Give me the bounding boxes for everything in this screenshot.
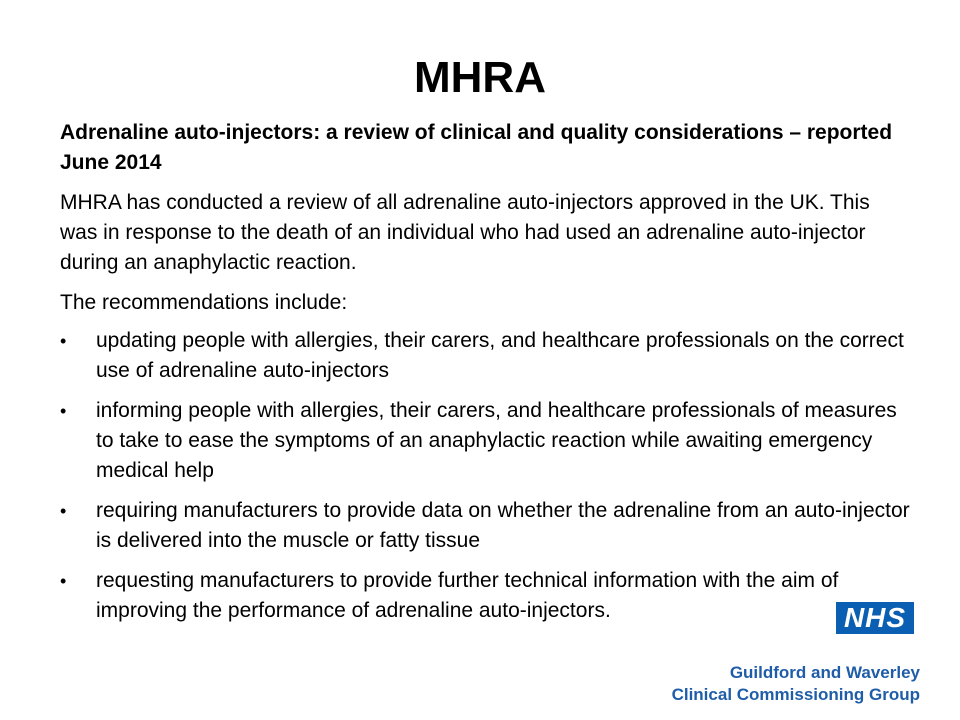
recommendation-text: informing people with allergies, their carers, and healthcare professionals of measures to take to ease the symptoms of an anaphylactic reaction while awaiting emergency medical help [96,399,897,482]
nhs-logo: NHS [836,602,914,634]
bullet-icon: • [60,501,67,521]
bullet-icon: • [60,571,67,591]
review-subheading: Adrenaline auto-injectors: a review of clinical and quality considerations – reported June 2014 [60,121,893,174]
recommendation-text: requiring manufacturers to provide data on whether the adrenaline from an auto-injector is delivered into the muscle or fatty tissue [96,499,910,552]
recommendations-intro: The recommendations include: [60,291,348,314]
list-item [60,396,910,486]
review-paragraph: MHRA has conducted a review of all adrenaline auto-injectors approved in the UK. This was in response to the death of an individual who had used an adrenaline auto-injector during an anaphylactic reaction. [60,191,870,274]
recommendation-text: updating people with allergies, their carers, and healthcare professionals on the correct use of adrenaline auto-injectors [96,329,904,382]
ccg-name-line1: Guildford and Waverley [729,663,920,682]
recommendation-text: requesting manufacturers to provide further technical information with the aim of improving the performance of adrenaline auto-injectors. [96,569,839,622]
list-item [60,326,910,386]
slide-title: MHRA [414,53,546,102]
bullet-icon: • [60,401,67,421]
list-item [60,496,910,556]
ccg-logo-text [672,662,920,706]
list-item [60,566,910,626]
recommendations-list [60,326,910,626]
slide-content [60,118,910,636]
ccg-name-line2: Clinical Commissioning Group [671,685,920,704]
bullet-icon: • [60,331,67,351]
